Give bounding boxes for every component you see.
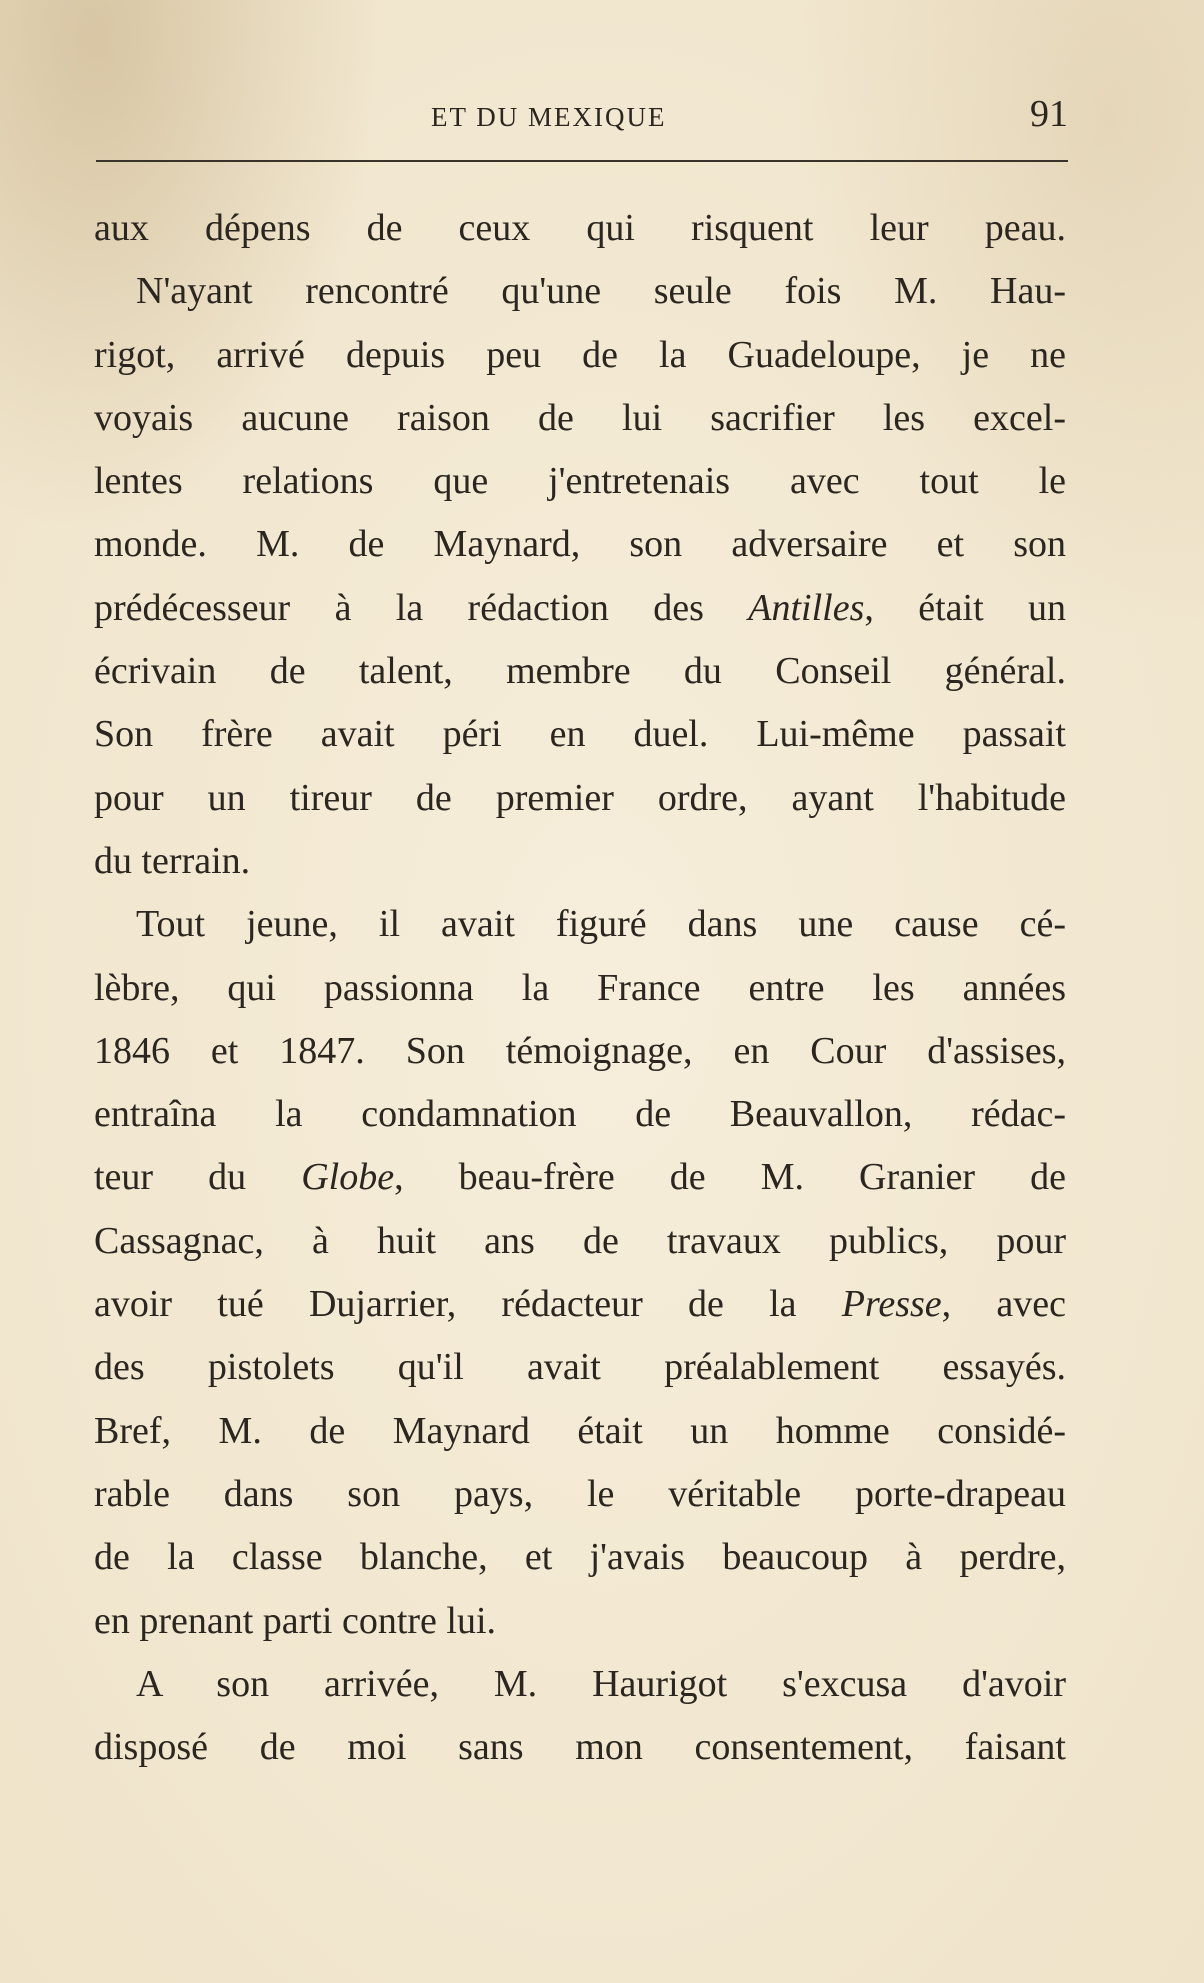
text-run: , était un (864, 586, 1066, 629)
text-line: monde. M. de Maynard, son adversaire et son (94, 523, 1066, 566)
text-line: écrivain de talent, membre du Conseil général. (94, 650, 1066, 693)
text-line (94, 1273, 1066, 1336)
text-run: teur du (94, 1156, 302, 1199)
text-line: pour un tireur de premier ordre, ayant l'habitude (94, 776, 1066, 819)
text-run: avoir tué Dujarrier, rédacteur de la (94, 1283, 842, 1326)
body-text (94, 197, 1066, 1779)
text-line: rable dans son pays, le véritable porte-drapeau (94, 1472, 1066, 1515)
italic-title: Presse (841, 1283, 942, 1326)
text-line: rigot, arrivé depuis peu de la Guadeloupe, je ne (94, 333, 1066, 376)
text-run: , beau-frère de M. Granier de (394, 1156, 1066, 1199)
text-line: Cassagnac, à huit ans de travaux publics, pour (94, 1219, 1066, 1262)
text-line (94, 577, 1066, 640)
text-line: aux dépens de ceux qui risquent leur peau. (94, 207, 1066, 249)
text-line: Son frère avait péri en duel. Lui-même passait (94, 713, 1066, 756)
text-line: en prenant parti contre lui. (94, 1599, 497, 1642)
header-rule (96, 160, 1068, 162)
text-line: N'ayant rencontré qu'une seule fois M. Hau- (136, 270, 1066, 313)
text-line: de la classe blanche, et j'avais beaucoup à perdre, (94, 1536, 1066, 1579)
text-line: disposé de moi sans mon consentement, faisant (94, 1726, 1066, 1769)
text-line: 1846 et 1847. Son témoignage, en Cour d'assises, (94, 1029, 1066, 1072)
text-line: Bref, M. de Maynard était un homme considé- (94, 1409, 1066, 1452)
text-run: , avec (941, 1283, 1066, 1326)
text-line: voyais aucune raison de lui sacrifier les excel- (94, 396, 1066, 439)
italic-title: Antilles (748, 586, 865, 629)
page-header (96, 92, 1068, 142)
text-line (94, 1146, 1066, 1209)
page-number: 91 (1030, 93, 1068, 135)
text-line: lentes relations que j'entretenais avec tout le (94, 460, 1066, 503)
text-line: entraîna la condamnation de Beauvallon, rédac- (94, 1093, 1066, 1136)
text-run: prédécesseur à la rédaction des (94, 586, 749, 629)
text-line: lèbre, qui passionna la France entre les années (94, 966, 1066, 1009)
running-head: ET DU MEXIQUE (431, 102, 667, 132)
text-line: Tout jeune, il avait figuré dans une cause cé- (136, 903, 1066, 946)
italic-title: Globe (301, 1156, 395, 1199)
text-line: du terrain. (94, 839, 251, 882)
text-line: A son arrivée, M. Haurigot s'excusa d'avoir (136, 1662, 1066, 1705)
text-line: des pistolets qu'il avait préalablement essayés. (94, 1346, 1066, 1389)
